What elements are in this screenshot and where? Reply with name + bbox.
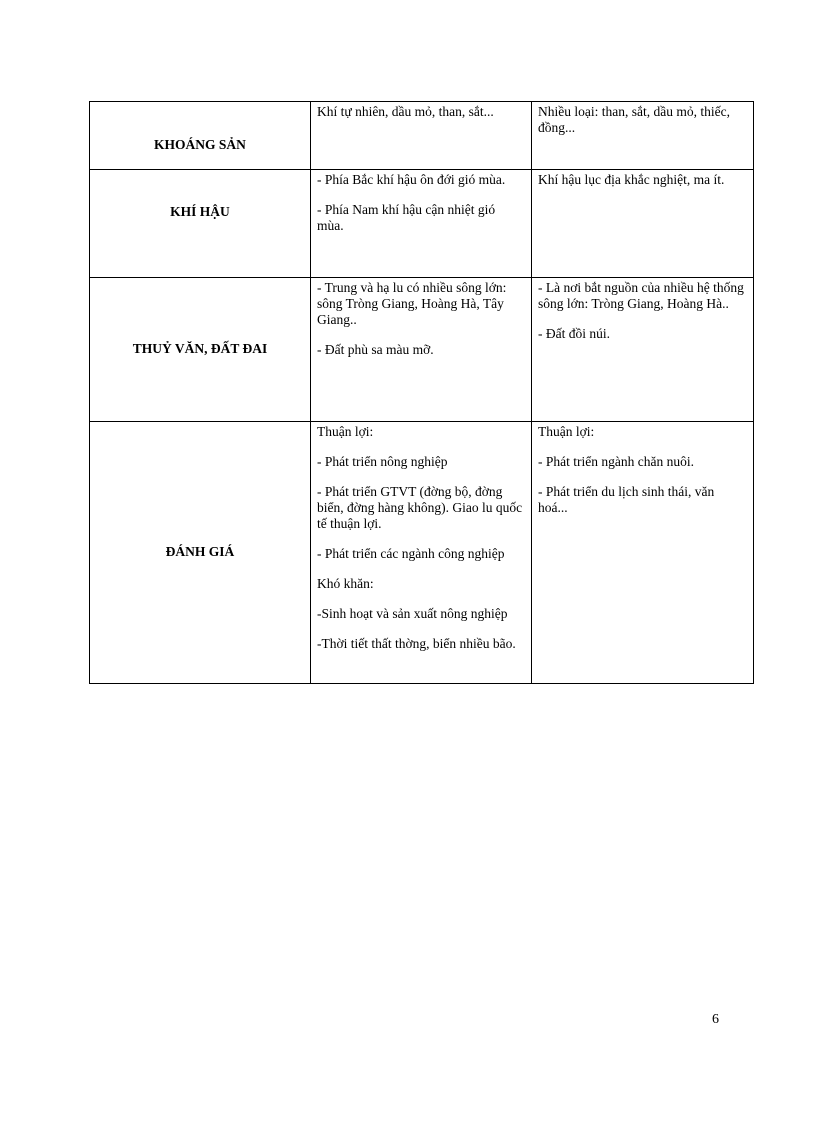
cell-text: - Phía Bắc khí hậu ôn đới gió mùa. — [317, 172, 506, 187]
row-label — [90, 278, 311, 422]
cell-text: - Phát triển GTVT (đờng bộ, đờng biển, đờng hàng không). Giao lu quốc tế thuận lợi. — [317, 484, 523, 531]
cell-col-a — [311, 170, 532, 278]
cell-text: - Trung và hạ lu có nhiều sông lớn: sông Tròng Giang, Hoàng Hà, Tây Giang.. — [317, 280, 507, 327]
cell-text: - Đất phù sa màu mỡ. — [317, 342, 434, 357]
cell-text: Khó khăn: — [317, 576, 374, 591]
row-label — [90, 170, 311, 278]
cell-col-a — [311, 422, 532, 684]
table-row — [90, 102, 754, 170]
cell-col-b — [532, 422, 754, 684]
cell-col-b — [532, 102, 754, 170]
row-label — [90, 102, 311, 170]
cell-text: Thuận lợi: — [317, 424, 374, 439]
cell-col-a — [311, 102, 532, 170]
comparison-table — [89, 101, 754, 684]
cell-text: - Phát triển ngành chăn nuôi. — [538, 454, 694, 469]
row-label-text: KHÍ HẬU — [170, 204, 230, 219]
cell-text: - Là nơi bắt nguồn của nhiều hệ thống sông lớn: Tròng Giang, Hoàng Hà.. — [538, 280, 744, 311]
table-row — [90, 170, 754, 278]
table-row — [90, 278, 754, 422]
page-number: 6 — [712, 1012, 719, 1027]
cell-text: - Đất đồi núi. — [538, 326, 610, 341]
row-label-text: THUỶ VĂN, ĐẤT ĐAI — [132, 340, 268, 356]
cell-text: -Thời tiết thất thờng, biển nhiều bão. — [317, 636, 516, 651]
row-label — [90, 422, 311, 684]
cell-text: Khí hậu lục địa khắc nghiệt, ma ít. — [538, 172, 725, 187]
cell-col-b — [532, 278, 754, 422]
cell-text: - Phát triển các ngành công nghiệp — [317, 546, 505, 561]
table-row — [90, 422, 754, 684]
cell-text: Nhiều loại: than, sắt, dầu mỏ, thiếc, đồng... — [538, 104, 730, 135]
cell-text: -Sinh hoạt và sản xuất nông nghiệp — [317, 606, 508, 621]
cell-text: Thuận lợi: — [538, 424, 595, 439]
cell-text: Khí tự nhiên, dầu mỏ, than, sắt... — [317, 104, 494, 119]
cell-text: - Phía Nam khí hậu cận nhiệt gió mùa. — [317, 202, 496, 233]
row-label-text: KHOÁNG SẢN — [154, 137, 246, 152]
cell-col-b — [532, 170, 754, 278]
cell-text: - Phát triển du lịch sinh thái, văn hoá... — [538, 484, 715, 515]
cell-text: - Phát triển nông nghiệp — [317, 454, 448, 469]
row-label-text: ĐÁNH GIÁ — [165, 543, 235, 559]
cell-col-a — [311, 278, 532, 422]
